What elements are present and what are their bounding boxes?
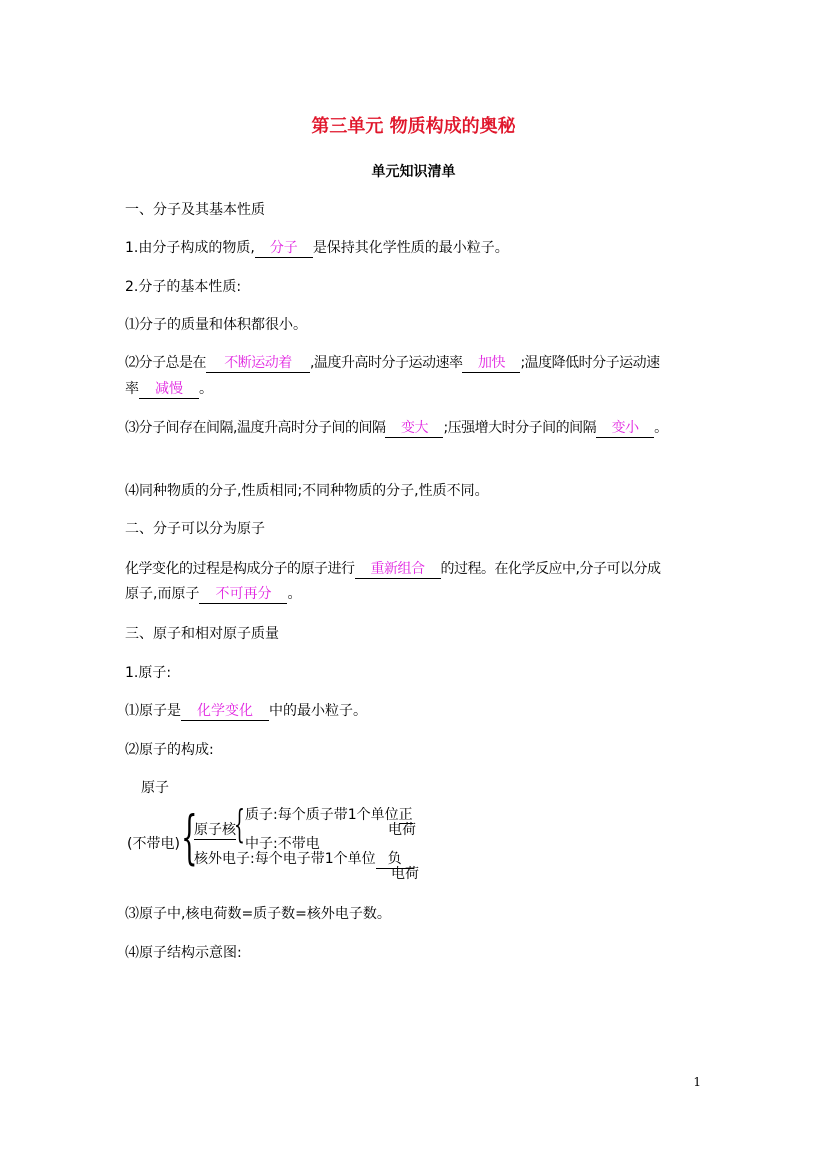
- heading-atoms-division: 二、分子可以分为原子: [125, 521, 265, 537]
- answer-blank: 化学变化: [181, 702, 269, 721]
- diagram-proton-charge: 电荷: [388, 822, 416, 838]
- paragraph-11: ⑶原子中,核电荷数=质子数=核外电子数。: [125, 906, 391, 922]
- nucleus-brace: {: [234, 802, 245, 846]
- answer-blank: 负: [376, 850, 414, 869]
- paragraph-1: 1.由分子构成的物质, 分子 是保持其化学性质的最小粒子。: [125, 240, 509, 256]
- paragraph-4-cont: 率 减慢 。: [125, 381, 213, 397]
- answer-blank: 重新组合: [355, 560, 441, 579]
- paragraph-8: 1.原子:: [125, 665, 172, 681]
- diagram-electron: 核外电子:每个电子带1个单位 负: [194, 850, 414, 869]
- paragraph-2: 2.分子的基本性质:: [125, 279, 242, 295]
- answer-blank: 不断运动着: [206, 354, 310, 373]
- paragraph-3: ⑴分子的质量和体积都很小。: [125, 317, 307, 333]
- answer-blank: 加快: [462, 354, 520, 373]
- page-title: 第三单元 物质构成的奥秘: [311, 116, 516, 137]
- heading-atoms-mass: 三、原子和相对原子质量: [125, 626, 279, 642]
- diagram-atom-label: 原子: [141, 780, 169, 796]
- diagram-electron-charge: 电荷: [391, 866, 419, 882]
- answer-blank: 变大: [385, 419, 443, 438]
- diagram-neutral-label: (不带电): [127, 836, 180, 852]
- heading-molecules: 一、分子及其基本性质: [125, 202, 265, 218]
- paragraph-9: ⑴原子是 化学变化 中的最小粒子。: [125, 703, 367, 719]
- section-subtitle: 单元知识清单: [371, 164, 456, 180]
- paragraph-7: 化学变化的过程是构成分子的原子进行 重新组合 的过程。在化学反应中,分子可以分成: [125, 561, 661, 577]
- paragraph-10: ⑵原子的构成:: [125, 742, 214, 758]
- page-number: 1: [693, 1075, 701, 1089]
- answer-blank: 变小: [596, 419, 654, 438]
- answer-blank: 减慢: [139, 380, 199, 399]
- left-brace: {: [181, 803, 198, 871]
- diagram-nucleus: 原子核: [194, 822, 236, 838]
- answer-blank: 正: [398, 807, 413, 823]
- paragraph-7-cont: 原子,而原子 不可再分 。: [125, 586, 302, 602]
- diagram-proton: 质子:每个质子带1个单位正: [245, 807, 413, 823]
- paragraph-5: ⑶分子间存在间隔,温度升高时分子间的间隔 变大 ;压强增大时分子间的间隔 变小 。: [125, 420, 668, 436]
- answer-blank: 不可再分: [199, 585, 287, 604]
- paragraph-4: ⑵分子总是在 不断运动着 ,温度升高时分子运动速率 加快 ;温度降低时分子运动速: [125, 355, 660, 371]
- answer-blank: 分子: [255, 239, 313, 258]
- paragraph-6: ⑷同种物质的分子,性质相同;不同种物质的分子,性质不同。: [125, 483, 489, 499]
- paragraph-12: ⑷原子结构示意图:: [125, 945, 242, 961]
- diagram-neutron: 中子:不带电: [245, 836, 320, 852]
